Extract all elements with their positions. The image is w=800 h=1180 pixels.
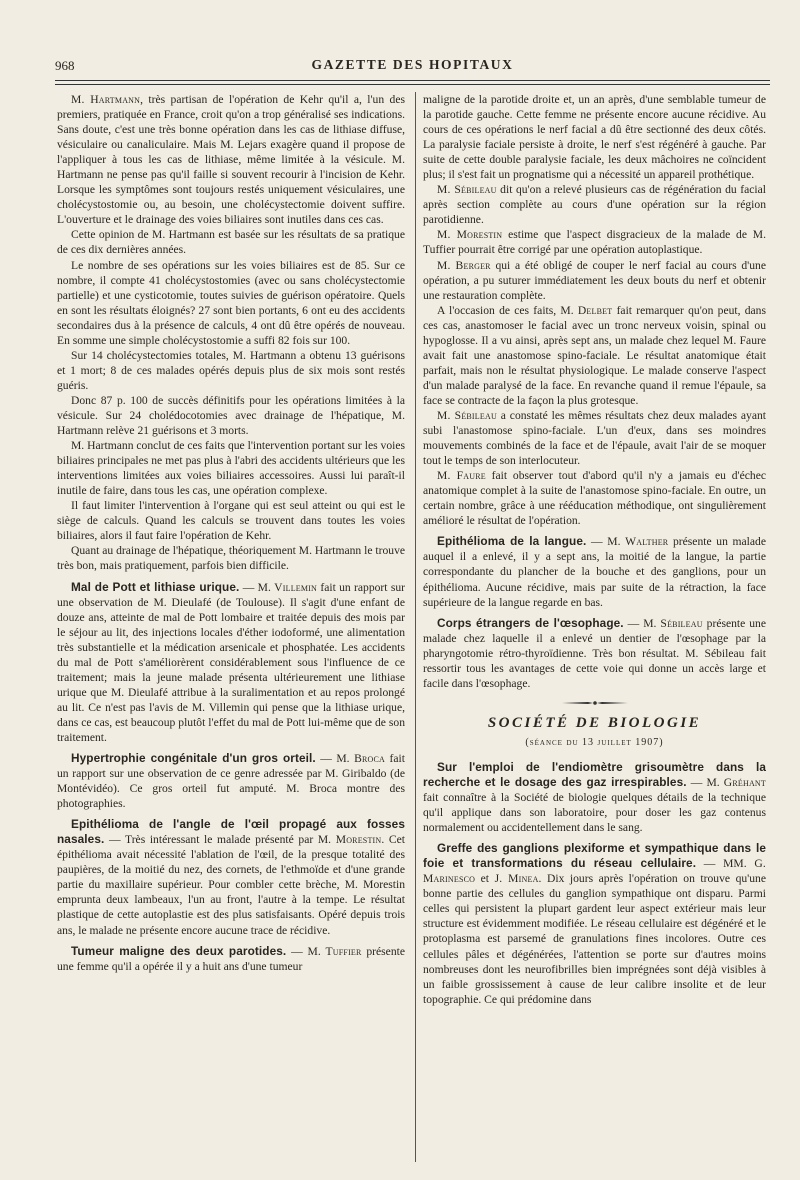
header-rule-bottom (55, 84, 770, 85)
paragraph: Il faut limiter l'intervention à l'organe qui est seul atteint ou qui est le siège de calculs. Quand les calculs se trouvent dans toutes les voies biliaires, alors il faut faire l'opération de Kehr. (57, 499, 405, 543)
speaker-name: Sébileau (660, 616, 703, 630)
section-heading: Corps étrangers de l'œsophage. (437, 615, 624, 630)
right-column (423, 92, 766, 1007)
speaker-name: M. Faure (437, 469, 486, 483)
paragraph-hartmann-opinion: M. Hartmann, très partisan de l'opération de Kehr qu'il a, l'un des premiers, pratiquée en France, croit qu'on a trop généralisé ses indications. Sans doute, c'est une très bonne opération dans les cas de lithiase diffuse, vésiculaire ou canaliculaire. Mais M. Lejars exagère quand il propose de l'appliquer à tous les cas de lithiase, même limitée à la vésicule. M. Hartmann ne pense pas qu'il faille si souvent recourir à l'incision de Kehr. Lorsque les symptômes sont toujours restés uniquement vésiculaires, une cholécystostomie ou, au besoin, une cholécystectomie doivent suffire. L'ouverture et le drainage des voies biliaires sont inutiles dans ces cas. (57, 93, 405, 227)
speaker-name: Gréhant (723, 776, 766, 790)
paragraph: M. Faure fait observer tout d'abord qu'il n'y a jamais eu d'échec anatomique complet à la suite de l'anastomose spino-faciale. En outre, un certain nombre, grâce à une rééducation méthodique, ont singulièrement amélioré le résultat de l'opération. (423, 469, 766, 528)
ornament-divider (423, 697, 766, 712)
section-heading: Mal de Pott et lithiase urique. (71, 579, 240, 594)
session-date: (séance du 13 juillet 1907) (525, 736, 664, 748)
left-column (57, 92, 405, 974)
speaker-name: Broca (354, 752, 386, 766)
speaker-name: J. Minea (494, 872, 539, 886)
speaker-name: M. Berger (437, 258, 491, 272)
paragraph: M. Berger qui a été obligé de couper le nerf facial au cours d'une opération, a pu suturer immédiatement les deux bouts du nerf et obtenir une restauration complète. (423, 258, 767, 302)
speaker-name: Walther (625, 535, 669, 549)
paragraph: Sur 14 cholécystectomies totales, M. Hartmann a obtenu 13 guérisons et 1 mort; 8 de ces malades opérés depuis plus de six mois sont restés guéris. (57, 348, 405, 392)
paragraph: Donc 87 p. 100 de succès définitifs pour les opérations limitées à la vésicule. Sur 24 cholédocotomies avec drainage de l'hépatique, M. Hartmann relève 21 guérisons et 3 morts. (57, 393, 405, 438)
section-heading: Hypertrophie congénitale d'un gros orteil. (71, 751, 316, 766)
ornament-rule-icon (560, 699, 630, 707)
column-divider (415, 92, 416, 1162)
section-heading: Sur l'emploi de l'endiomètre grisoumètre dans la recherche et le dosage des gaz irrespirables. (423, 759, 766, 790)
speaker-name: Villemin (274, 580, 318, 594)
paragraph: M. Morestin estime que l'aspect disgracieux de la malade de M. Tuffier pourrait être corrigé par une opération autoplastique. (423, 228, 766, 257)
speaker-name: M. Sébileau (437, 408, 497, 422)
paragraph: Le nombre de ses opérations sur les voies biliaires est de 85. Sur ce nombre, il compte 41 cholécystostomies (avec ou sans cholécystectomie partielle) et une cysticotomie, toutes suivies de guérison opératoire. Quels en sont les résultats éloignés? 27 sont bien portants, 6 ont eu des accidents secondaires dus à la présence de calculs, 4 ont dû être opérés de nouveau. En somme une simple cholécystostomie a suffi 82 fois sur 100. (57, 258, 405, 347)
header-rule-top (55, 80, 770, 81)
speaker-name: Tuffier (325, 944, 362, 958)
paragraph: M. Sébileau dit qu'on a relevé plusieurs cas de régénération du facial après section complète au cours d'une opération sur la région parotidienne. (423, 183, 766, 227)
paragraph-continued: maligne de la parotide droite et, un an après, d'une semblable tumeur de la parotide gauche. Cette femme ne présente encore aucune récidive. Au cours de ces opérations le nerf facial a dû être sectionné des deux côtés. La paralysie faciale persiste à droite, le nerf s'est régénéré à gauche. Par suite de cette double paralysie faciale, les deux mâchoires ne coïncident plus; il s'est fait un prognatisme qui a nécessité un appareil prothétique. (423, 93, 766, 182)
section-corps-etrangers: Corps étrangers de l'œsophage. — M. Sébileau présente une malade chez laquelle il a enlevé un dentier de l'œsophage par la pharyngotomie rétro-thyroïdienne. Très bon résultat. M. Sébileau fait ressortir tous les avantages de cette voie qui donne un accès large et facile dans l'œsophage. (423, 615, 767, 690)
section-heading: Greffe des ganglions plexiforme et sympathique dans le foie et transformations du réseau cellulaire. (423, 841, 766, 871)
section-heading: Tumeur maligne des deux parotides. (71, 943, 287, 958)
section-greffe-ganglions: Greffe des ganglions plexiforme et sympathique dans le foie et transformations du réseau cellulaire. — MM. G. Marinesco et J. Minea. Dix jours après l'opération on trouve qu'une bonne partie des cellules du ganglion sympathique ont disparu. Parmi celles qui persistent la plupart gardent leur aspect extérieur mais leur structure est évidemment modifiée. Le réseau cellulaire est dégénéré et le protoplasma est parsemé de granulations fines incolores. Outre ces cellules pâles et dégénérées, l'attention se porte sur d'autres moins nombreuses dont les neurofibrilles bien imprégnées sont déjà visibles à un faible grossissement à cause de leur calibre insolite et de leur topographie. Ce qui prédomine dans (423, 841, 766, 1006)
page-number: 968 (55, 58, 75, 73)
speaker-name: M. Sébileau (437, 183, 497, 197)
section-heading: Epithélioma de la langue. (437, 534, 587, 549)
speaker-name: G. Marinesco (423, 857, 766, 886)
section-tumeur-parotides: Tumeur maligne des deux parotides. — M. Tuffier présente une femme qu'il a opérée il y a huit ans d'une tumeur (57, 943, 405, 973)
speaker-name: M. Hartmann (71, 93, 141, 106)
journal-title: GAZETTE DES HOPITAUX (311, 57, 514, 72)
section-epithelioma-oeil: Epithélioma de l'angle de l'œil propagé aux fosses nasales. — Très intéressant le malade présenté par M. Morestin. Cet épithélioma avait nécessité l'ablation de l'œil, de la presque totalité des paupières, de la moitié du nez, des cornets, de l'ethmoïde et d'une grande partie du maxillaire supérieur. Pour combler cette brèche, M. Morestin emprunta deux lambeaux, l'un au front, l'autre à la tempe. Le résultat plastique de cette autoplastie est des plus satisfaisants. Opéré depuis trois ans, le malade ne présente encore aucune trace de récidive. (57, 817, 406, 937)
page-header (55, 56, 770, 78)
paragraph: A l'occasion de ces faits, M. Delbet fait remarquer qu'on peut, dans ces cas, anastomoser le facial avec un tronc nerveux voisin, spinal ou hypoglosse. Il a vu ainsi, après sept ans, un malade chez lequel M. Faure avait fait une anastomose spino-faciale. Le résultat anatomique était parfait, mais non le résultat physiologique. Le malade conserve l'aspect d'un malade paralysé de la face. En revanche quand il remue l'épaule, sa face se contracte de la façon la plus grotesque. (423, 303, 766, 407)
paragraph: M. Sébileau a constaté les mêmes résultats chez deux malades ayant subi l'anastomose spino-faciale. L'un d'eux, dans ses moindres mouvements combinés de la face et de l'épaule, avait l'air de se moquer tout le temps de son interlocuteur. (423, 408, 767, 468)
speaker-name: Delbet (577, 303, 613, 317)
section-epithelioma-langue: Epithélioma de la langue. — M. Walther présente un malade auquel il a enlevé, il y a sept ans, la moitié de la langue, la partie correspondante du plancher de la bouche et des ganglions, pour un épithélioma. Aucune récidive, mais par suite de la rétraction, la face supérieure de la langue regarde en bas. (423, 534, 766, 609)
speaker-name: Morestin (335, 833, 382, 847)
speaker-name: M. Morestin (437, 228, 503, 242)
society-title: SOCIÉTÉ DE BIOLOGIE (487, 714, 702, 731)
paragraph: Quant au drainage de l'hépatique, théoriquement M. Hartmann le trouve très bon, mais pratiquement, parfois bien difficile. (57, 544, 406, 573)
paragraph: Cette opinion de M. Hartmann est basée sur les résultats de sa pratique de ces dix dernières années. (57, 228, 405, 257)
paragraph: M. Hartmann conclut de ces faits que l'intervention portant sur les voies biliaires principales ne met pas plus à l'abri des accidents ultérieurs que les interventions limitées aux voies biliaires accessoires. Aussi lui paraît-il inutile de faire, dans tous les cas, une opération complexe. (57, 439, 405, 498)
section-heading: Epithélioma de l'angle de l'œil propagé aux fosses nasales. (57, 817, 405, 847)
section-hypertrophie: Hypertrophie congénitale d'un gros orteil. — M. Broca fait un rapport sur une observation de ce genre adressée par M. Giribaldo (de Montévidéo). Ce gros orteil fut amputé. M. Broca montre des photographies. (57, 751, 405, 811)
section-mal-de-pott: Mal de Pott et lithiase urique. — M. Villemin fait un rapport sur une observation de M. Dieulafé (de Toulouse). Il s'agit d'une enfant de douze ans, atteinte de mal de Pott lombaire et traitée depuis des mois par le séjour au lit, des injections locales d'éther iodoformé, une alimentation très substantielle et la médication arsenicale et phosphatée. Les accidents du mal de Pott s'améliorèrent considérablement sous l'influence de ce traitement; mais la jeune malade présenta ultérieurement une lithiase urique que M. Dieulafé attribue à la suralimentation et au repos prolongé au lit. Ce n'est pas l'avis de M. Villemin qui pense que la lithiase urique, dans ce cas, est beaucoup plutôt l'effet du mal de Pott lui-même que de son traitement. (57, 579, 405, 744)
section-endiometre: Sur l'emploi de l'endiomètre grisoumètre dans la recherche et le dosage des gaz irrespirables. — M. Gréhant fait connaître à la Société de biologie quelques détails de la technique qu'il applique dans son laboratoire, pour doser les gaz contenus normalement ou accidentellement dans le sang. (423, 759, 766, 835)
